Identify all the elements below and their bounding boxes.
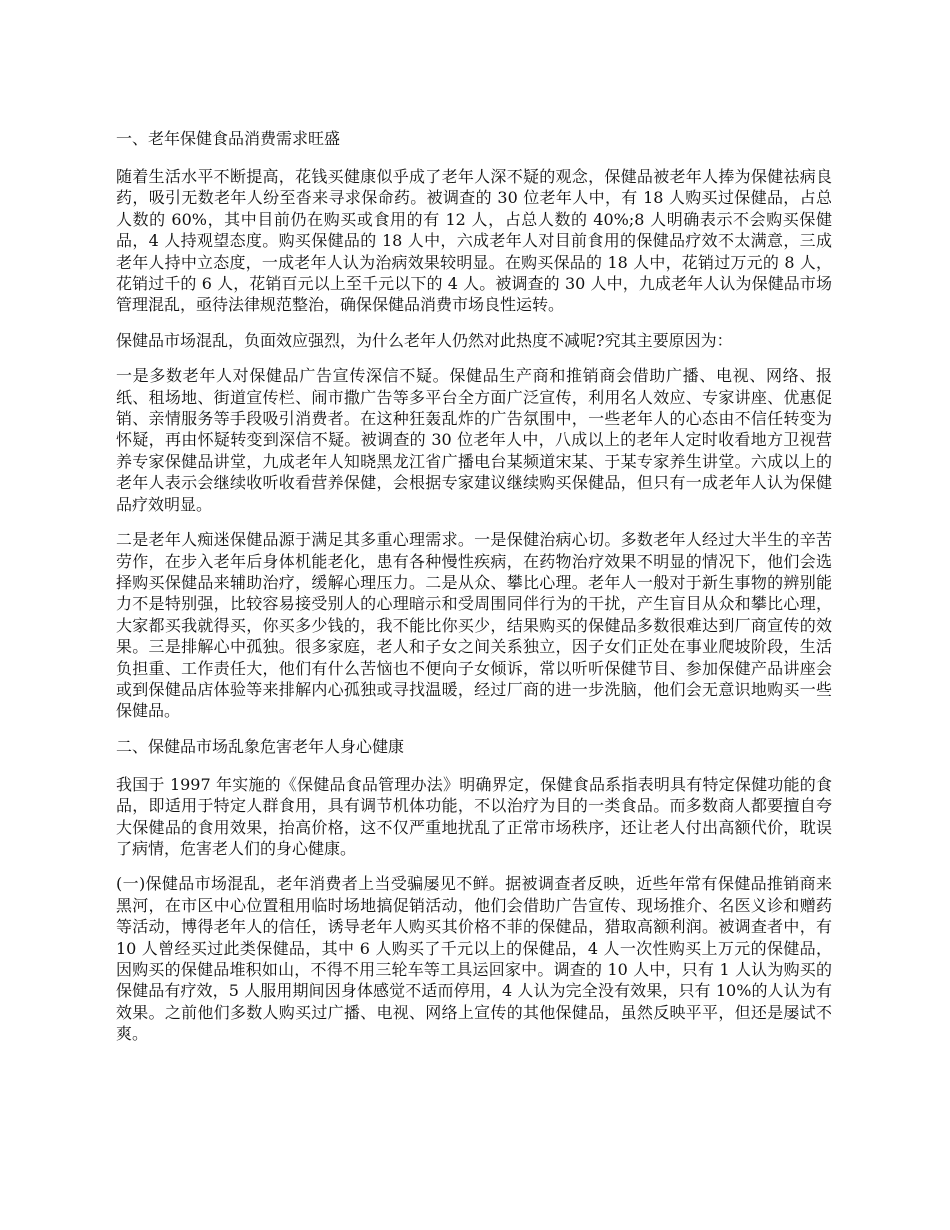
paragraph-1: 随着生活水平不断提高，花钱买健康似乎成了老年人深不疑的观念，保健品被老年人捧为保健祛病良药，吸引无数老年人纷至沓来寻求保命药。被调查的 30 位老年人中，有 18 人购买过保健品，占总人数的 60%，其中目前仍在购买或食用的有 12 人，占总人数的 40%;8 人明确表示不会购买保健品，4 人持观望态度。购买保健品的 18 人中，六成老年人对目前食用的保健品疗效不太满意，三成老年人持中立态度，一成老年人认为治病效果较明显。在购买保品的 18 人中，花销过万元的 8 人，花销过千的 6 人，花销百元以上至千元以下的 4 人。被调查的 30 人中，九成老年人认为保健品市场管理混乱，亟待法律规范整治，确保保健品消费市场良性运转。 <box>116 167 832 315</box>
paragraph-5: 我国于 1997 年实施的《保健品食品管理办法》明确界定，保健食品系指表明具有特定保健功能的食品，即适用于特定人群食用，具有调节机体功能，不以治疗为目的一类食品。而多数商人都要擅自夸大保健品的食用效果，抬高价格，这不仅严重地扰乱了正常市场秩序，还让老人付出高额代价，耽误了病情，危害老人们的身心健康。 <box>116 774 832 858</box>
paragraph-6: (一)保健品市场混乱，老年消费者上当受骗屡见不鲜。据被调查者反映，近些年常有保健品推销商来黑河，在市区中心位置租用临时场地搞促销活动，他们会借助广告宣传、现场推介、名医义诊和赠药等活动，博得老年人的信任，诱导老年人购买其价格不菲的保健品，猎取高额利润。被调查者中，有 10 人曾经买过此类保健品，其中 6 人购买了千元以上的保健品，4 人一次性购买上万元的保健品，因购买的保健品堆积如山，不得不用三轮车等工具运回家中。调查的 10 人中，只有 1 人认为购买的保健品有疗效，5 人服用期间因身体感觉不适而停用，4 人认为完全没有效果，只有 10%的人认为有效果。之前他们多数人购买过广播、电视、网络上宣传的其他保健品，虽然反映平平，但还是屡试不爽。 <box>116 874 832 1044</box>
section-heading-1: 一、老年保健食品消费需求旺盛 <box>116 129 341 148</box>
section-heading-2: 二、保健品市场乱象危害老年人身心健康 <box>116 736 405 756</box>
paragraph-4: 二是老年人痴迷保健品源于满足其多重心理需求。一是保健治病心切。多数老年人经过大半生的辛苦劳作，在步入老年后身体机能老化，患有各种慢性疾病，在药物治疗效果不明显的情况下，他们会选择购买保健品来辅助治疗，缓解心理压力。二是从众、攀比心理。老年人一般对于新生事物的辨别能力不是特别强，比较容易接受别人的心理暗示和受周围同伴行为的干扰，产生盲目从众和攀比心理，大家都买我就得买，你买多少钱的，我不能比你买少，结果购买的保健品多数很难达到厂商宣传的效果。三是排解心中孤独。很多家庭，老人和子女之间关系独立，因子女们正处在事业爬坡阶段，生活负担重、工作责任大，他们有什么苦恼也不便向子女倾诉，常以听听保健节目、参加保健产品讲座会或到保健品店体验等来排解内心孤独或寻找温暖，经过厂商的进一步洗脑，他们会无意识地购买一些保健品。 <box>116 530 832 721</box>
paragraph-2: 保健品市场混乱，负面效应强烈，为什么老年人仍然对此热度不减呢?究其主要原因为： <box>116 330 733 350</box>
paragraph-3: 一是多数老年人对保健品广告宣传深信不疑。保健品生产商和推销商会借助广播、电视、网络、报纸、租场地、街道宣传栏、闹市撒广告等多平台全方面广泛宣传，利用名人效应、专家讲座、优惠促销、亲情服务等手段吸引消费者。在这种狂轰乱炸的广告氛围中，一些老年人的心态由不信任转变为怀疑，再由怀疑转变到深信不疑。被调查的 30 位老年人中，八成以上的老年人定时收看地方卫视营养专家保健品讲堂，九成老年人知晓黑龙江省广播电台某频道宋某、于某专家养生讲堂。六成以上的老年人表示会继续收听收看营养保健，会根据专家建议继续购买保健品，但只有一成老年人认为保健品疗效明显。 <box>116 366 832 514</box>
